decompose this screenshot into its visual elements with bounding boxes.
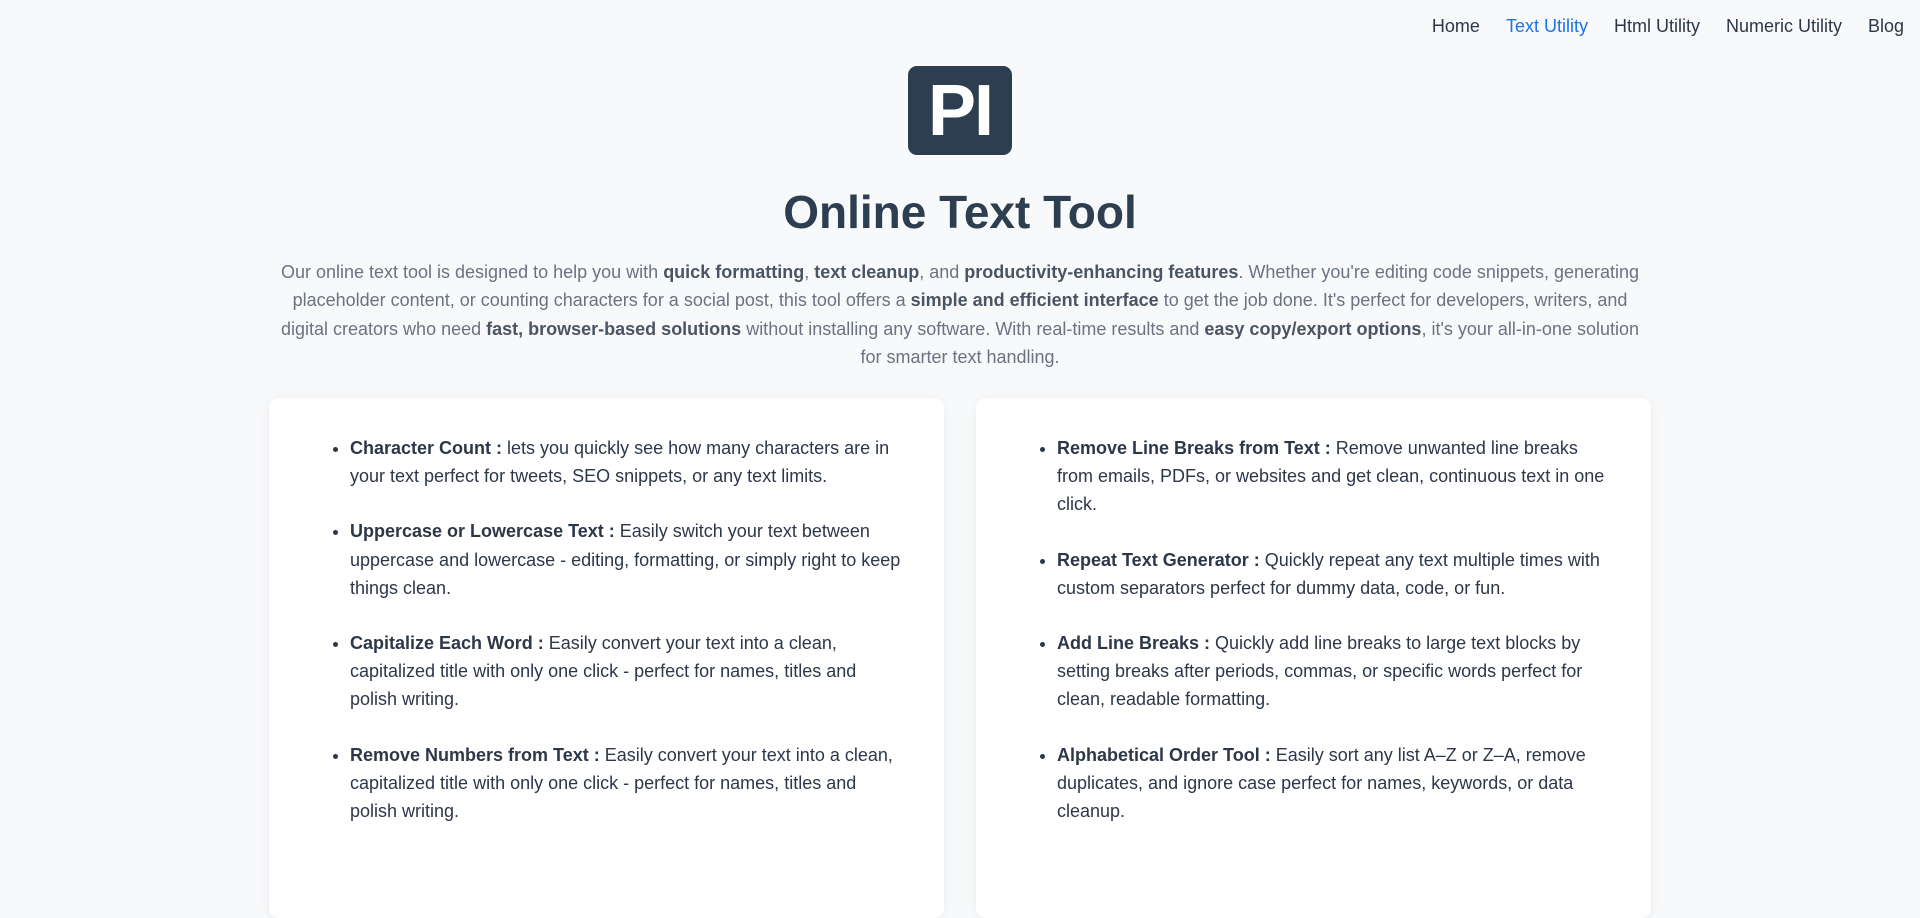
feature-description: Easily convert your text into a clean, capitalized title with only one click - perfect for names, titles and polish writing.	[350, 744, 893, 822]
feature-description: Easily convert your text into a clean, capitalized title with only one click - perfect for names, titles and polish writing.	[350, 633, 857, 710]
feature-item	[1057, 629, 1615, 714]
features-card-right	[976, 398, 1651, 918]
nav-blog[interactable]: Blog	[1867, 15, 1904, 36]
feature-description: lets you quickly see how many characters are in your text perfect for tweets, SEO snippets, or any text limits.	[350, 438, 890, 487]
features-card-left	[269, 398, 944, 918]
intro-text: Our online text tool is designed to help you with	[280, 262, 664, 282]
intro-text: , and	[919, 262, 965, 282]
feature-name: Add Line Breaks :	[1057, 633, 1211, 654]
feature-description: Quickly add line breaks to large text blocks by setting breaks after periods, commas, or specific words perfect for clean, readable formatting.	[1057, 633, 1583, 710]
feature-name: Capitalize Each Word :	[350, 633, 544, 654]
intro-highlight: easy copy/export options	[1204, 318, 1422, 339]
feature-name: Remove Line Breaks from Text :	[1057, 438, 1331, 458]
intro-highlight: text cleanup	[814, 262, 920, 282]
intro-text: without installing any software. With real-time results and	[741, 318, 1205, 339]
feature-description: Quickly repeat any text multiple times with custom separators perfect for dummy data, code, or fun.	[1057, 549, 1600, 598]
intro-text: ,	[804, 262, 815, 282]
intro-highlight: simple and efficient interface	[910, 290, 1159, 311]
feature-item	[1057, 741, 1615, 826]
intro-highlight: fast, browser-based solutions	[486, 318, 742, 339]
feature-name: Alphabetical Order Tool :	[1057, 744, 1271, 765]
intro-paragraph	[276, 258, 1644, 371]
intro-text: to get the job done. It's perfect for developers, writers, and digital creators who need	[281, 290, 1628, 339]
feature-name: Repeat Text Generator :	[1057, 549, 1260, 570]
nav-numeric-utility[interactable]: Numeric Utility	[1725, 15, 1842, 36]
feature-item	[350, 517, 908, 602]
nav-text-utility[interactable]: Text Utility	[1505, 15, 1588, 36]
intro-highlight: productivity-enhancing features	[964, 262, 1239, 282]
top-nav	[1406, 0, 1920, 52]
intro-highlight: quick formatting	[663, 262, 805, 282]
feature-description: Easily sort any list A–Z or Z–A, remove duplicates, and ignore case perfect for names, keywords, or data cleanup.	[1057, 744, 1586, 822]
features-list-left	[269, 398, 944, 825]
nav-home[interactable]: Home	[1431, 15, 1480, 36]
intro-text: , it's your all-in-one solution for smarter text handling.	[860, 318, 1639, 367]
feature-item	[350, 741, 908, 826]
feature-description: Remove unwanted line breaks from emails, PDFs, or websites and get clean, continuous text in one click.	[1057, 438, 1605, 515]
feature-item	[1057, 434, 1615, 519]
feature-name: Remove Numbers from Text :	[350, 744, 600, 765]
site-logo[interactable]: PI	[908, 66, 1012, 155]
features-list-right	[976, 398, 1651, 825]
feature-item	[1057, 546, 1615, 602]
feature-description: Easily switch your text between uppercase and lowercase - editing, formatting, or simply right to keep things clean.	[350, 521, 901, 598]
feature-name: Character Count :	[350, 438, 503, 458]
feature-item	[350, 434, 908, 490]
page-title: Online Text Tool	[783, 186, 1137, 238]
intro-text: . Whether you're editing code snippets, generating placeholder content, or counting characters for a social post, this tool offers a	[292, 262, 1640, 311]
nav-html-utility[interactable]: Html Utility	[1613, 15, 1700, 36]
feature-item	[350, 629, 908, 714]
feature-name: Uppercase or Lowercase Text :	[350, 521, 615, 542]
